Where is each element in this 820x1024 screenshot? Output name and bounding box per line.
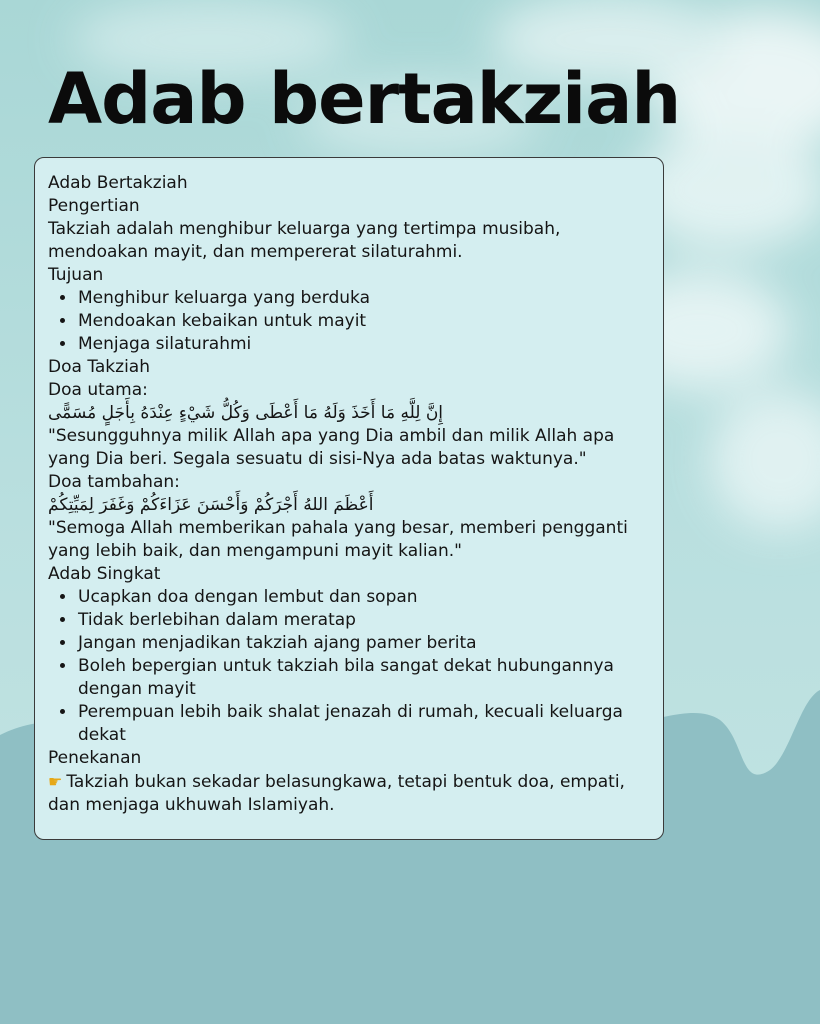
list-item: • Perempuan lebih baik shalat jenazah di rumah, kecuali keluarga dekat — [77, 701, 651, 747]
penekanan-label: Penekanan — [48, 748, 142, 768]
list-item: • Tidak berlebihan dalam meratap — [77, 609, 651, 632]
list-item: • Ucapkan doa dengan lembut dan sopan — [77, 586, 651, 609]
pengertian-text: Takziah adalah menghibur keluarga yang tertimpa musibah, mendoakan mayit, dan mempererat silaturahmi. — [48, 219, 561, 262]
doa-label: Doa Takziah — [48, 357, 150, 377]
penekanan-text: Takziah bukan sekadar belasungkawa, tetapi bentuk doa, empati, dan menjaga ukhuwah Islamiyah. — [48, 772, 625, 815]
adab-list — [48, 586, 651, 747]
list-item: • Mendoakan kebaikan untuk mayit — [77, 310, 651, 333]
doa-tambahan-arabic: أَعْظَمَ اللهُ أَجْرَكُمْ وَأَحْسَنَ عَزَاءَكُمْ وَغَفَرَ لِمَيِّتِكُمْ — [48, 495, 374, 515]
card-heading: Adab Bertakziah — [48, 173, 188, 193]
page-title: Adab bertakziah — [48, 58, 681, 140]
pointing-hand-icon: ☛ — [48, 772, 63, 791]
list-item: • Jangan menjadikan takziah ajang pamer berita — [77, 632, 651, 655]
penekanan-paragraph — [48, 770, 651, 817]
doa-utama-arabic: إِنَّ لِلَّهِ مَا أَخَذَ وَلَهُ مَا أَعْطَى وَكُلُّ شَيْءٍ عِنْدَهُ بِأَجَلٍ مُسَمًّى — [48, 403, 444, 423]
list-item: • Menjaga silaturahmi — [77, 333, 651, 356]
list-item: • Menghibur keluarga yang berduka — [77, 287, 651, 310]
doa-tambahan-label: Doa tambahan: — [48, 472, 180, 492]
tujuan-label: Tujuan — [48, 265, 104, 285]
tujuan-list — [48, 287, 651, 356]
list-item: • Boleh bepergian untuk takziah bila sangat dekat hubungannya dengan mayit — [77, 655, 651, 701]
doa-utama-translation: "Sesungguhnya milik Allah apa yang Dia ambil dan milik Allah apa yang Dia beri. Segala sesuatu di sisi-Nya ada batas waktunya." — [48, 426, 615, 469]
content-card — [34, 157, 664, 840]
doa-tambahan-translation: "Semoga Allah memberikan pahala yang besar, memberi pengganti yang lebih baik, dan mengampuni mayit kalian." — [48, 518, 628, 561]
pengertian-label: Pengertian — [48, 196, 140, 216]
adab-label: Adab Singkat — [48, 564, 161, 584]
doa-utama-label: Doa utama: — [48, 380, 148, 400]
